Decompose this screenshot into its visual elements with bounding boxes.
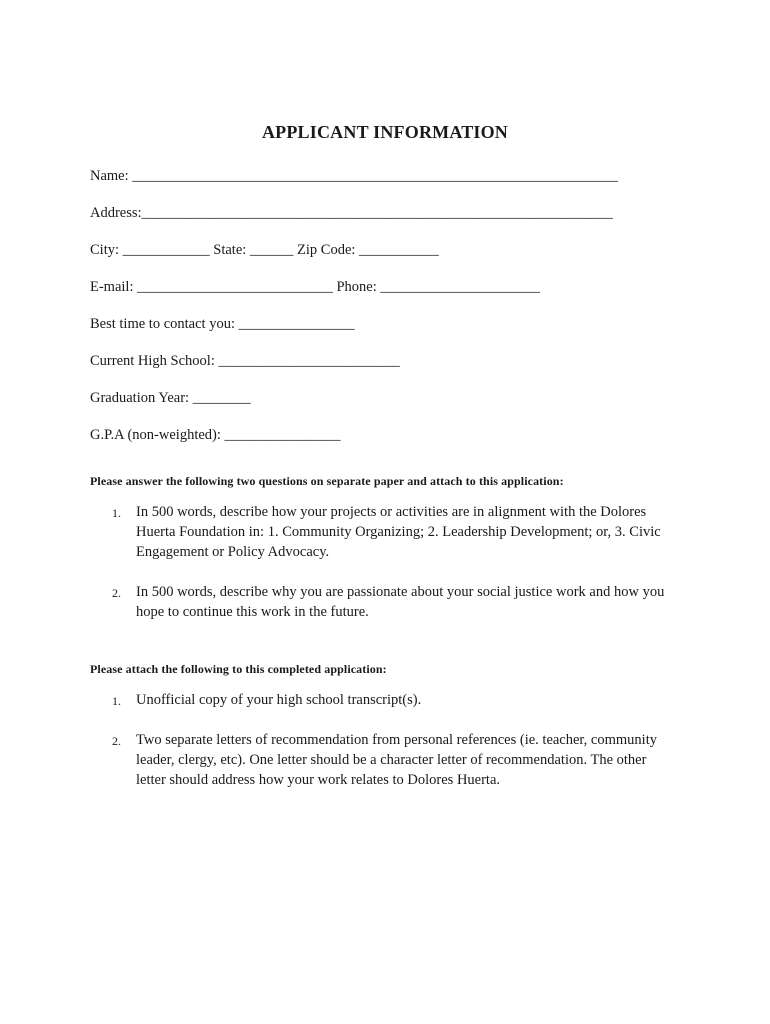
graduation-year-field: Graduation Year: ________ [90, 390, 251, 406]
question-item [112, 582, 672, 622]
attachment-item [112, 690, 672, 711]
question-text: In 500 words, describe how your projects or activities are in alignment with the Dolores Huerta Foundation in: 1. Community Organizing; 2. Leadership Development; or, 3. Civic Engagement or Policy Advocacy. [136, 504, 661, 560]
best-time-field: Best time to contact you: ________________ [90, 316, 355, 332]
attachment-text: Two separate letters of recommendation from personal references (ie. teacher, community leader, clergy, etc). One letter should be a character letter of recommendation. The other letter should address how your work relates to Dolores Huerta. [136, 732, 657, 788]
question-item [112, 502, 672, 562]
city-state-zip-field: City: ____________ State: ______ Zip Code: ___________ [90, 242, 439, 258]
attachment-item [112, 730, 672, 790]
list-number: 2. [112, 734, 121, 748]
list-number: 1. [112, 694, 121, 708]
attach-heading: Please attach the following to this completed application: [90, 662, 387, 676]
name-field: Name: ___________________________________________________________________ [90, 168, 619, 184]
list-number: 1. [112, 506, 121, 520]
page-title: APPLICANT INFORMATION [261, 122, 509, 142]
question-text: In 500 words, describe why you are passionate about your social justice work and how you hope to continue this work in the future. [136, 584, 665, 620]
address-field: Address:_________________________________________________________________ [90, 205, 613, 221]
questions-heading: Please answer the following two questions on separate paper and attach to this application: [90, 474, 564, 488]
gpa-field: G.P.A (non-weighted): ________________ [90, 427, 341, 443]
attachment-text: Unofficial copy of your high school transcript(s). [136, 692, 422, 708]
list-number: 2. [112, 586, 121, 600]
high-school-field: Current High School: _________________________ [90, 353, 400, 369]
email-phone-field: E-mail: ___________________________ Phone: ______________________ [90, 279, 540, 295]
